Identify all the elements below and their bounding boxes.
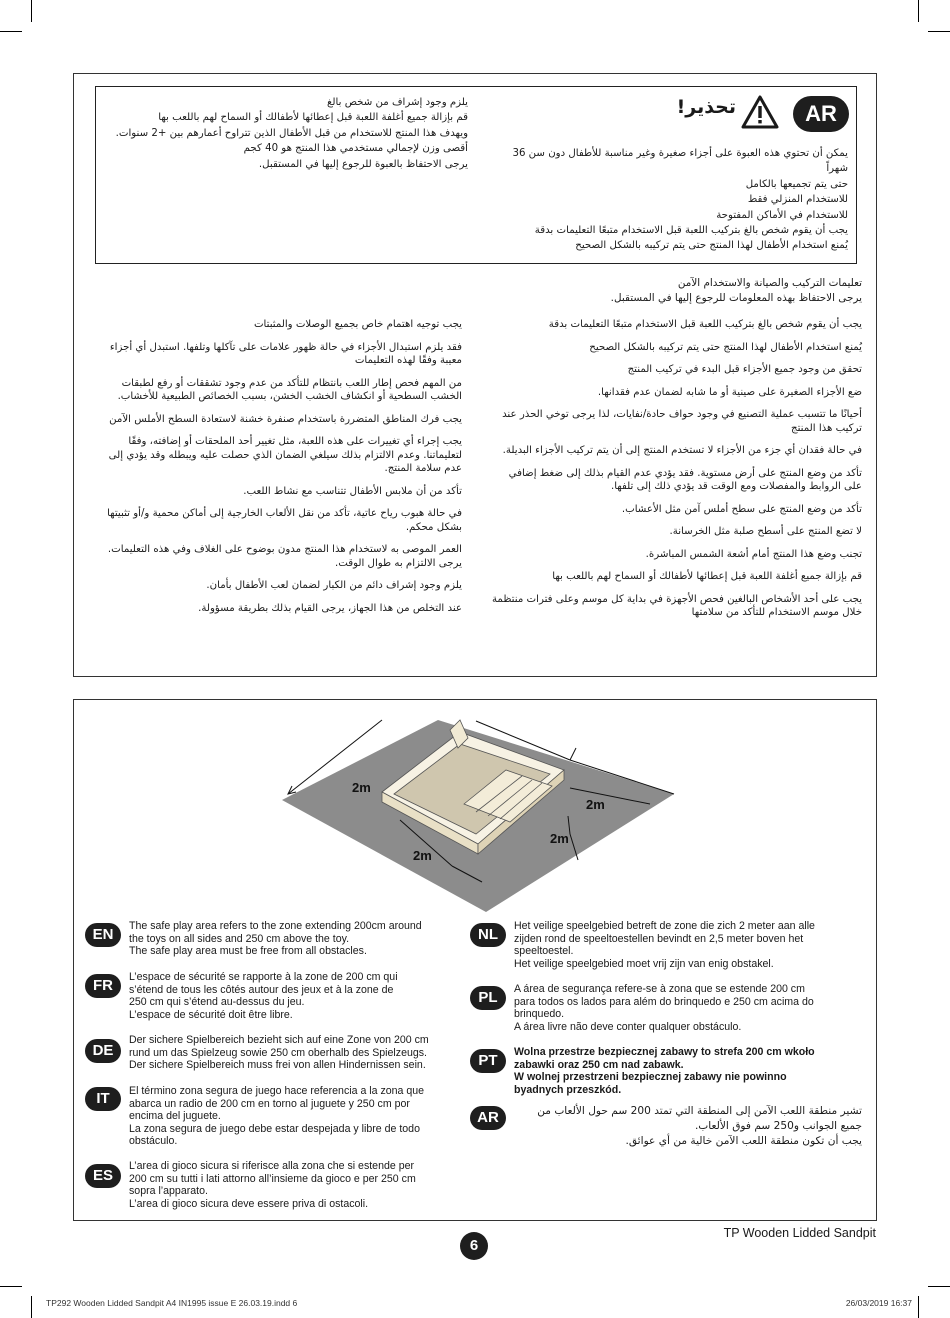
language-text-it: El término zona segura de juego hace referencia a la zona que abarca un radio de 200 cm en torno al juguete y 250 cm por encima del juguete. La zona segura de juego debe estar despejada y libre de todo obstáculo. xyxy=(129,1085,425,1148)
heading-line: يرجى الاحتفاظ بهذه المعلومات للرجوع إليها في المستقبل. xyxy=(610,292,862,304)
list-item: تأكد من أن ملابس الأطفال تتناسب مع نشاط اللعب. xyxy=(243,485,462,497)
language-text-es: L’area di gioco sicura si riferisce alla zona che si estende per 200 cm su tutti i lati attorno all’insieme da gioco e per 250 cm sopra l’apparato. L’area di gioco sicura deve essere priva di ostacoli. xyxy=(129,1160,416,1210)
language-badge-pl: PL xyxy=(470,986,506,1010)
language-badge-de: DE xyxy=(85,1039,121,1063)
list-item: تأكد من وضع المنتج على أرض مستوية. فقد يؤدي عدم القيام بذلك إلى ضغط إضافي على الروابط والمفصلات ومع الوقت قد يؤدي ذلك إلى تلفها. xyxy=(508,467,862,492)
language-text-pl: A área de segurança refere-se à zona que se estende 200 cm para todos os lados para além do brinquedo e 250 cm acima do brinquedo. A área livre não deve conter qualquer obstáculo. xyxy=(514,983,814,1033)
crop-mark xyxy=(928,1286,950,1287)
list-item: فقد يلزم استبدال الأجزاء في حالة ظهور علامات على تآكلها وتلفها. استبدل أي أجزاء معيبة وفقًا لهذه التعليمات xyxy=(109,341,462,366)
warning-line: قم بإزالة جميع أغلفة اللعبة قبل إعطائها لأطفالك أو السماح لهم باللعب بها xyxy=(158,112,468,124)
warning-triangle-icon xyxy=(740,94,780,130)
instructions-left-column xyxy=(104,318,462,624)
dimension-label: 2m xyxy=(352,780,371,795)
dimension-label: 2m xyxy=(413,848,432,863)
language-text-ar: تشير منطقة اللعب الآمن إلى المنطقة التي تمتد 200 سم حول الألعاب من جميع الجوانب و250 سم فوق الألعاب. يجب أن تكون منطقة اللعب الآمن خالية من أي عوائق. xyxy=(537,1105,862,1147)
warning-line: يُمنع استخدام الأطفال لهذا المنتج حتى يتم تركيبه بالشكل الصحيح xyxy=(575,240,848,252)
list-item: لا تضع المنتج على أسطح صلبة مثل الخرسانة. xyxy=(669,526,862,537)
instructions-right-column xyxy=(490,318,862,629)
warning-line: للاستخدام في الأماكن المفتوحة xyxy=(716,209,848,221)
language-text-en: The safe play area refers to the zone extending 200cm around the toys on all sides and 250 cm above the toy. The safe play area must be free from all obstacles. xyxy=(129,920,422,958)
list-item: يجب إجراء أي تغييرات على هذه اللعبة، مثل تغيير أحد الملحقات أو إضافته، وفقًا لتعليماتنا. وعدم الالتزام بذلك سيلغي الضمان الذي حصلت عليه ويبطله وقد يؤدي إلى عدم سلامة المنتج. xyxy=(108,436,462,474)
crop-mark xyxy=(928,31,950,32)
language-text-pt: Wolna przestrze bezpiecznej zabawy to strefa 200 cm wkoło zabawki oraz 250 cm nad zabawk. W wolnej przestrzeni bezpiecznej zabawy nie powinno byadnych przeszkód. xyxy=(514,1046,815,1096)
language-badge-pt: PT xyxy=(470,1049,506,1073)
dimension-label: 2m xyxy=(550,831,569,846)
list-item: في حالة هبوب رياح عاتية، تأكد من نقل الألعاب الخارجية إلى أماكن محمية و/أو تثبيتها بشكل محكم. xyxy=(107,508,462,533)
list-item: من المهم فحص إطار اللعب بانتظام للتأكد من عدم وجود تشققات أو رفع لطبقات الخشب السطحية أو انكشاف الخشب الخشن، بسبب الخصائص الطبيعية للأخشاب. xyxy=(117,377,462,402)
language-badge-ar: AR xyxy=(470,1106,506,1130)
language-badge-nl: NL xyxy=(470,923,506,947)
crop-mark xyxy=(918,1296,919,1318)
language-badge-en: EN xyxy=(85,923,121,947)
list-item: يُمنع استخدام الأطفال لهذا المنتج حتى يتم تركيبه بالشكل الصحيح xyxy=(589,341,862,353)
warning-line: حتى يتم تجميعها بالكامل xyxy=(745,178,848,190)
crop-mark xyxy=(31,1296,32,1318)
warning-line: أقصى وزن لإجمالي مستخدمي هذا المنتج هو 40 كجم xyxy=(243,143,468,155)
print-footer-file: TP292 Wooden Lidded Sandpit A4 IN1995 issue E 26.03.19.indd 6 xyxy=(46,1298,298,1308)
warning-line: للاستخدام المنزلي فقط xyxy=(747,194,848,206)
warning-right-column xyxy=(492,146,848,254)
dimension-label: 2m xyxy=(586,797,605,812)
list-item: يلزم وجود إشراف دائم من الكبار لضمان لعب الأطفال بأمان. xyxy=(206,580,462,591)
list-item: تحقق من وجود جميع الأجزاء قبل البدء في تركيب المنتج xyxy=(627,364,862,375)
crop-mark xyxy=(918,0,919,22)
list-item: ضع الأجزاء الصغيرة على صينية أو ما شابه لضمان عدم فقدانها. xyxy=(597,386,862,398)
list-item: يجب على أحد الأشخاص البالغين فحص الأجهزة في بداية كل موسم وعلى فترات منتظمة خلال موسم الاستخدام للتأكد من سلامتها xyxy=(491,593,862,618)
crop-mark xyxy=(0,31,22,32)
list-item: يجب توجيه اهتمام خاص بجميع الوصلات والمثبتات xyxy=(253,319,462,330)
language-text-fr: L’espace de sécurité se rapporte à la zone de 200 cm qui s’étend de tous les côtés autour des jeux et à la zone de 250 cm qui s’étend au-dessus du jeu. L’espace de sécurité doit être libre. xyxy=(129,971,398,1021)
warning-title: تحذير! xyxy=(676,96,736,118)
warning-left-column xyxy=(106,95,468,172)
page-number: 6 xyxy=(460,1232,488,1260)
language-text-de: Der sichere Spielbereich bezieht sich auf eine Zone von 200 cm rund um das Spielzeug sowie 250 cm oberhalb des Spielzeugs. Der sichere Spielbereich muss frei von allen Hindernissen sein. xyxy=(129,1034,429,1072)
language-badge-it: IT xyxy=(85,1087,121,1111)
list-item: تأكد من وضع المنتج على سطح أملس آمن مثل الأعشاب. xyxy=(621,503,862,515)
list-item: تجنب وضع هذا المنتج أمام أشعة الشمس المباشرة. xyxy=(645,548,862,560)
list-item: العمر الموصى به لاستخدام هذا المنتج مدون بوضوح على الغلاف وفي هذه التعليمات. يرجى الالتزام به طوال الوقت. xyxy=(107,544,462,569)
warning-line: يجب أن يقوم شخص بالغ بتركيب اللعبة قبل الاستخدام متبعًا التعليمات بدقة xyxy=(534,225,848,237)
language-text-nl: Het veilige speelgebied betreft de zone die zich 2 meter aan alle zijden rond de speeltoestellen bevindt en 2,5 meter boven het speeltoestel. Het veilige speelgebied moet vrij zijn van enig obstakel. xyxy=(514,920,815,970)
language-badge-ar: AR xyxy=(793,96,849,132)
heading-line: تعليمات التركيب والصيانة والاستخدام الآمن xyxy=(677,277,862,289)
sandpit-safe-area-diagram xyxy=(270,712,680,917)
warning-line: يمكن أن تحتوي هذه العبوة على أجزاء صغيرة وغير مناسبة للأطفال دون سن 36 شهراً xyxy=(512,148,848,175)
language-badge-es: ES xyxy=(85,1164,121,1188)
list-item: يجب فرك المناطق المتضررة باستخدام صنفرة خشنة لاستعادة السطح الأملس الآمن xyxy=(109,413,462,425)
list-item: أحيانًا ما تتسبب عملية التصنيع في وجود حواف حادة/نفايات، لذا يرجى توخي الحذر عند تركيب هذا المنتج xyxy=(502,409,862,434)
instructions-heading xyxy=(500,276,862,306)
crop-mark xyxy=(0,1286,22,1287)
product-name: TP Wooden Lidded Sandpit xyxy=(723,1226,876,1240)
list-item: يجب أن يقوم شخص بالغ بتركيب اللعبة قبل الاستخدام متبعًا التعليمات بدقة xyxy=(548,319,862,330)
crop-mark xyxy=(31,0,32,22)
language-badge-fr: FR xyxy=(85,974,121,998)
warning-line: ويهدف هذا المنتج للاستخدام من قبل الأطفال الذين تتراوح أعمارهم بين +2 سنوات. xyxy=(115,127,468,139)
warning-line: يلزم وجود إشراف من شخص بالغ xyxy=(327,97,468,108)
list-item: في حالة فقدان أي جزء من الأجزاء لا تستخدم المنتج إلى أن يتم تركيب الأجزاء البديلة. xyxy=(502,445,862,456)
print-footer-date: 26/03/2019 16:37 xyxy=(845,1298,912,1308)
list-item: قم بإزالة جميع أغلفة اللعبة قبل إعطائها لأطفالك أو السماح لهم باللعب بها xyxy=(552,571,862,582)
warning-line: يرجى الاحتفاظ بالعبوة للرجوع إليها في المستقبل. xyxy=(258,158,468,170)
list-item: عند التخلص من هذا الجهاز، يرجى القيام بذلك بطريقة مسؤولة. xyxy=(198,602,462,614)
